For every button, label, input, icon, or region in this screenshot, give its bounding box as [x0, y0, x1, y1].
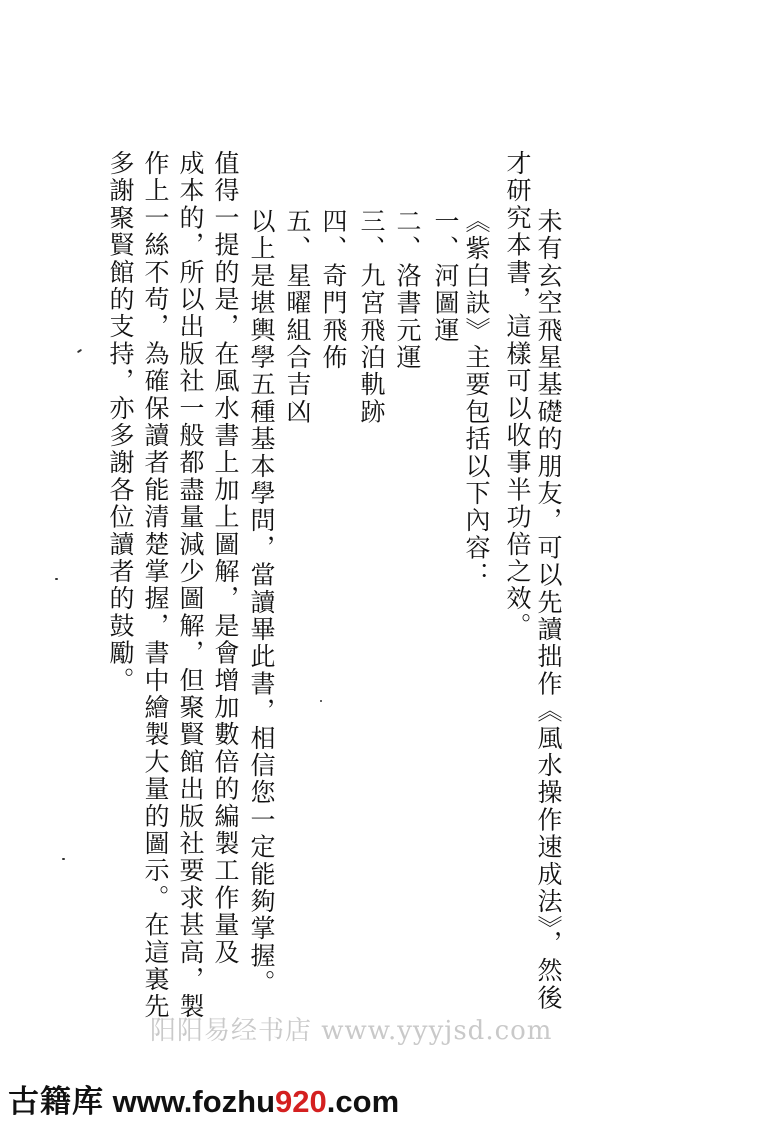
watermark-fozhu	[8, 1076, 399, 1121]
watermark-fozhu-prefix: www.fozhu	[104, 1084, 276, 1119]
watermark-fozhu-number: 920	[275, 1084, 327, 1119]
list-item-1: 一、河圖運	[431, 208, 460, 344]
watermark-bookstore: 阳阳易经书店 www.yyyjsd.com	[150, 1016, 553, 1046]
list-item-5: 五、星曜組合吉凶	[283, 208, 312, 426]
list-item-3: 三、九宮飛泊軌跡	[357, 208, 386, 426]
text-column-10: 值得一提的是，在風水書上加上圖解，是會增加數倍的編製工作量及	[211, 150, 240, 966]
list-item-4: 四、奇門飛佈	[319, 208, 348, 372]
text-column-3: 《紫白訣》主要包括以下內容：	[462, 208, 491, 589]
scan-speck	[55, 578, 58, 580]
list-item-2: 二、洛書元運	[393, 208, 422, 372]
scan-speck	[77, 349, 82, 354]
scan-speck	[62, 858, 65, 860]
text-column-1: 未有玄空飛星基礎的朋友，可以先讀拙作《風水操作速成法》，然後	[534, 208, 563, 1012]
watermark-fozhu-suffix: .com	[326, 1084, 400, 1119]
text-column-13: 多謝聚賢館的支持，亦多謝各位讀者的鼓勵。	[106, 150, 135, 694]
text-column-2: 才研究本書，這樣可以收事半功倍之效。	[503, 150, 532, 640]
text-column-9: 以上是堪輿學五種基本學問，當讀畢此書，相信您一定能夠掌握。	[247, 208, 276, 997]
text-column-12: 作上一絲不苟，為確保讀者能清楚掌握，書中繪製大量的圖示。在這裏先	[141, 150, 170, 1021]
watermark-fozhu-cn: 古籍库	[8, 1084, 104, 1119]
scan-speck	[320, 700, 322, 702]
text-column-11: 成本的，所以出版社一般都盡量減少圖解，但聚賢館出版社要求甚高，製	[176, 150, 205, 1021]
